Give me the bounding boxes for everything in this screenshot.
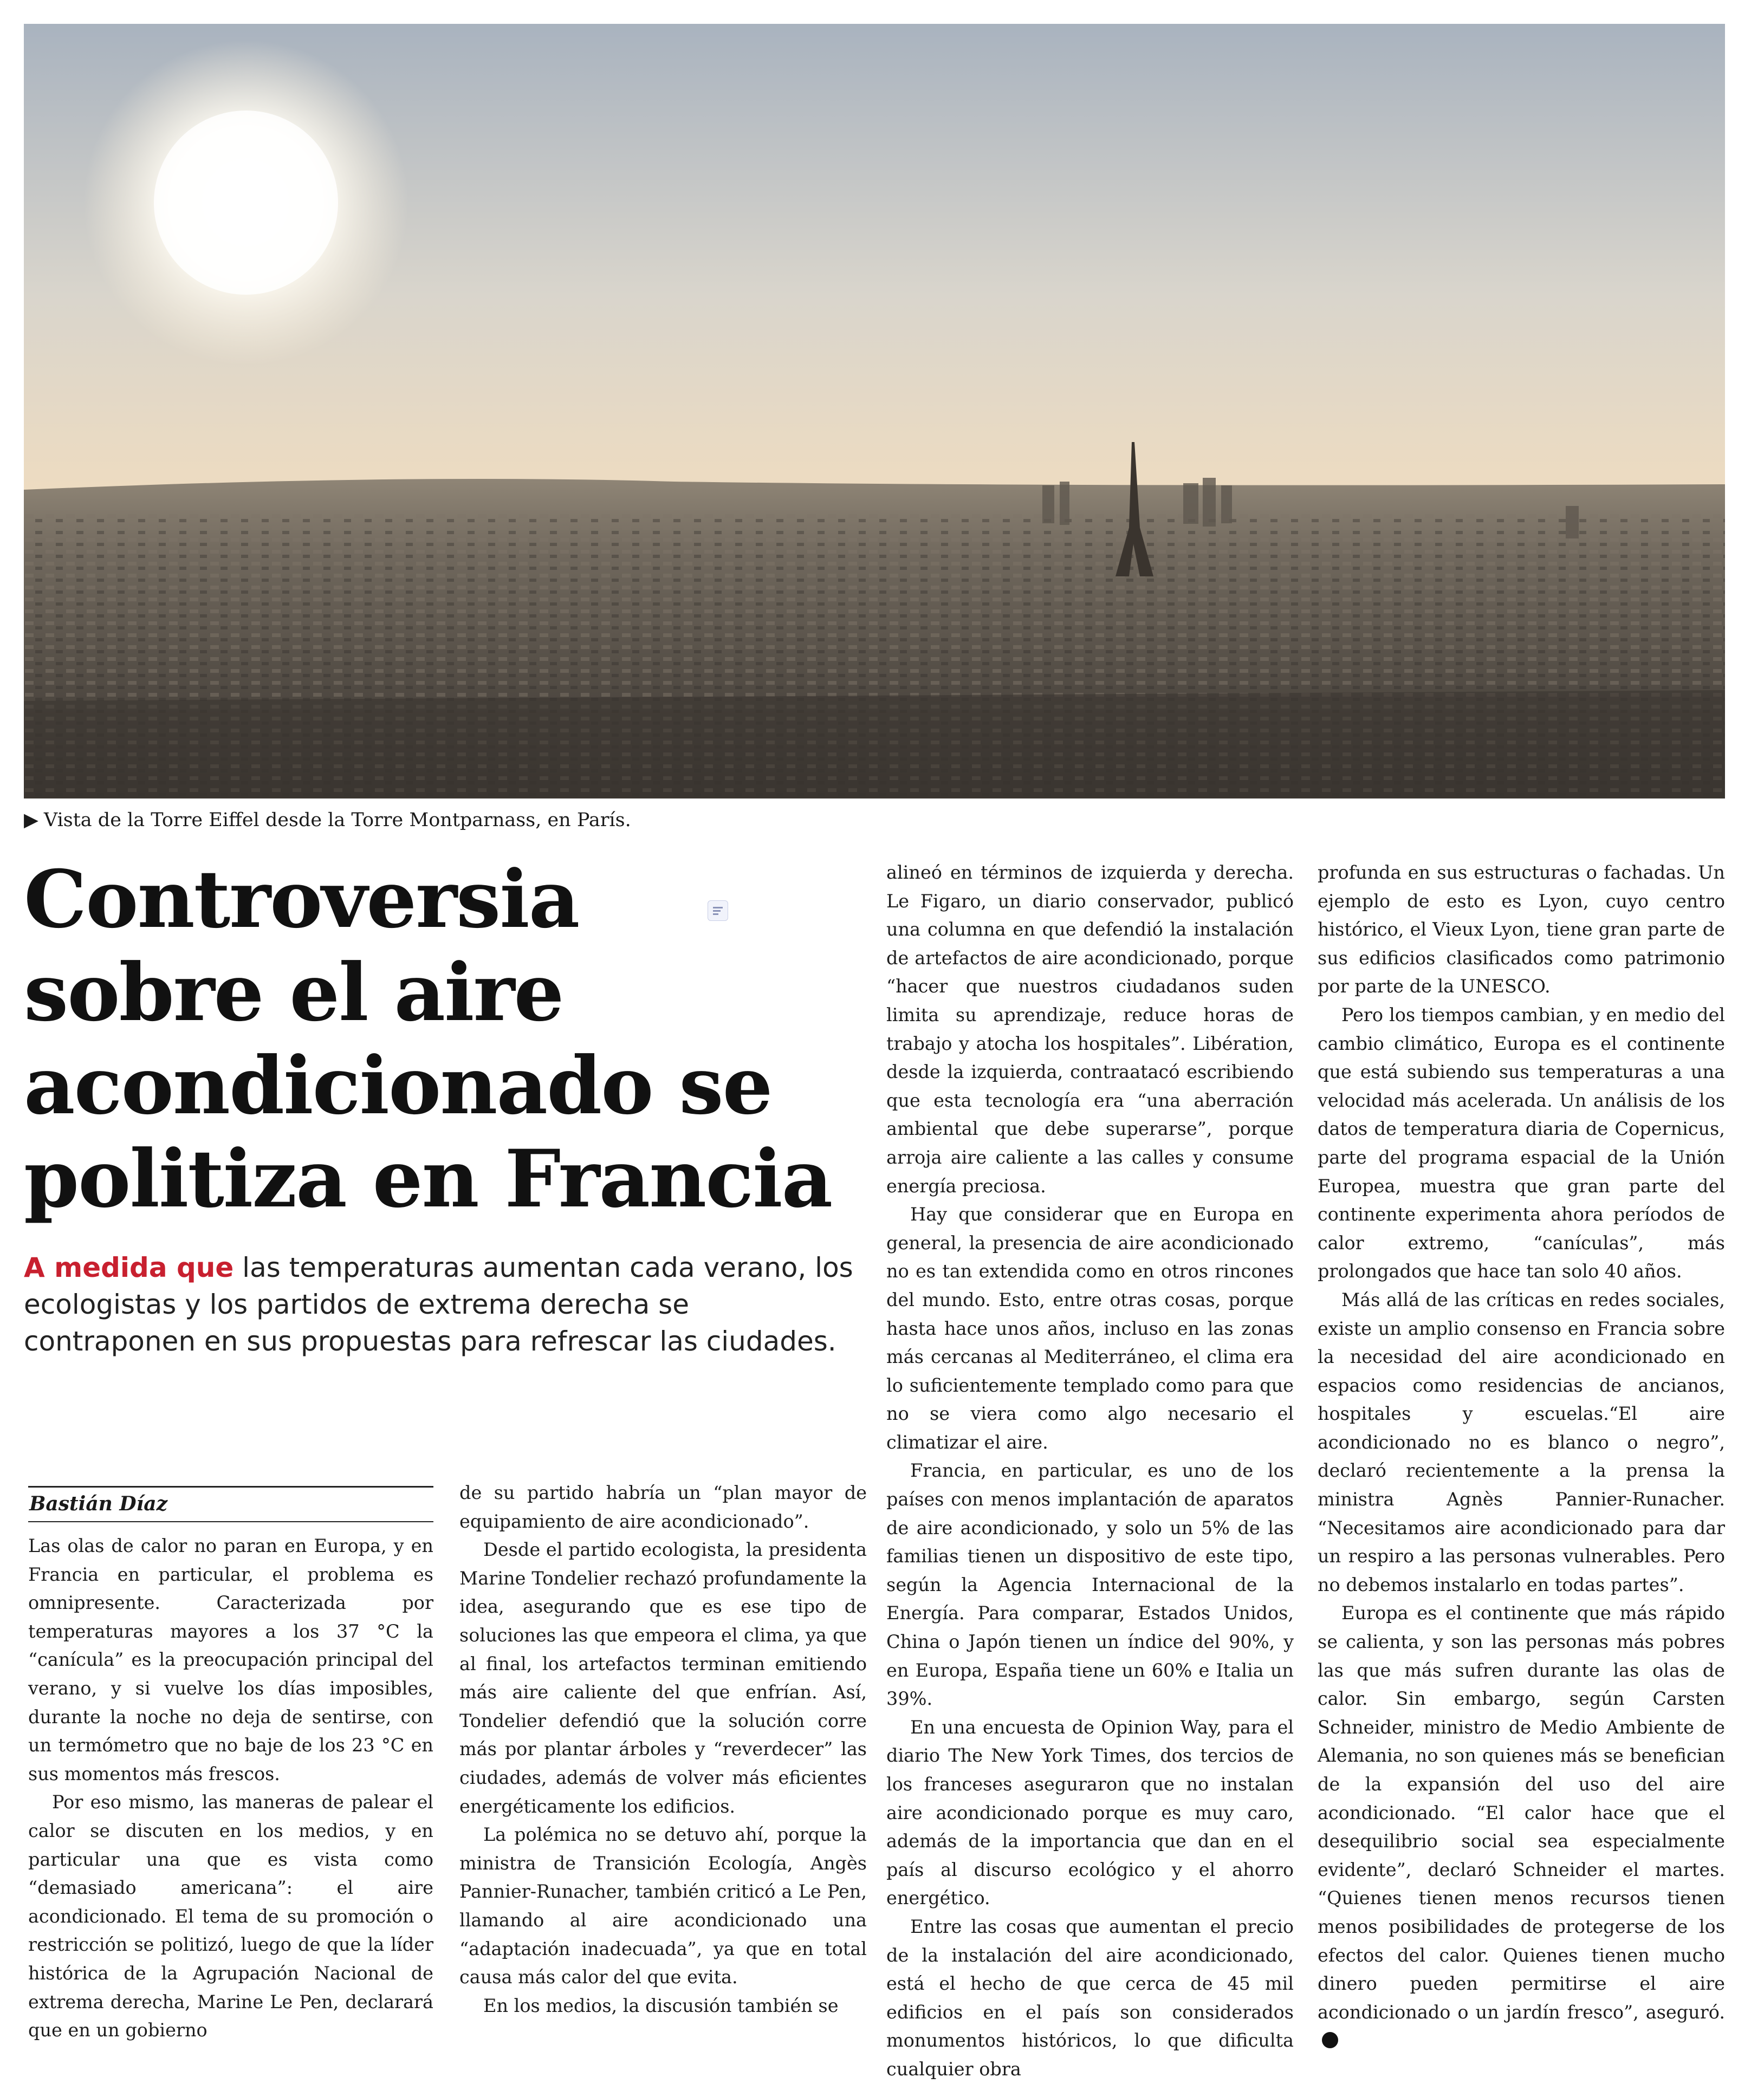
headline-line: Controversia bbox=[24, 853, 579, 946]
body-paragraph: La polémica no se detuvo ahí, porque la ministra de Transición Ecología, Angès Pannier-Runacher, también criticó a Le Pen, llamando al aire acondicionado una “adaptación inadecuada”, ya que en total causa más calor del que evita. bbox=[459, 1824, 867, 1988]
body-paragraph: Más allá de las críticas en redes sociales, existe un amplio consenso en Francia sobre la necesidad del aire acondicionado en espacios como residencias de ancianos, hospitales y escuelas.“El aire acondicionado no es blanco o negro”, declaró recientemente a la prensa la ministra Agnès Pannier-Runacher. “Necesitamos aire acondicionado para dar un respiro a las personas vulnerables. Pero no debemos instalarlo en todas partes”. bbox=[1318, 1289, 1725, 1595]
body-paragraph: profunda en sus estructuras o fachadas. Un ejemplo de esto es Lyon, cuyo centro histórico, el Vieux Lyon, tiene gran parte de sus edificios clasificados como patrimonio por parte de la UNESCO. bbox=[1318, 862, 1725, 997]
end-of-article-dot-icon bbox=[1322, 2032, 1338, 2048]
body-paragraph-text: Europa es el continente que más rápido se calienta, y son las personas más pobres las que más sufren durante las olas de calor. Sin embargo, según Carsten Schneider, ministro de Medio Ambiente de Alemania, no son quienes más se benefician de la expansión del uso del aire acondicionado. “El calor hace que el desequilibrio social sea especialmente evidente”, declaró Schneider el martes. “Quienes tienen menos recursos tienen menos posibilidades de protegerse de los efectos del calor. Quienes tienen mucho dinero pueden permitirse el aire acondicionado o un jardín fresco”, aseguró. bbox=[1318, 1602, 1725, 2023]
body-paragraph: En una encuesta de Opinion Way, para el diario The New York Times, dos tercios de los franceses aseguraron que no instalan aire acondicionado porque es muy caro, además de la importancia que dan en el país al discurso ecológico y el ahorro energético. bbox=[886, 1716, 1294, 1909]
headline-line: acondicionado se bbox=[24, 1040, 772, 1132]
body-paragraph: Hay que considerar que en Europa en general, la presencia de aire acondicionado no es tan extendida como en otros rincones del mundo. Esto, entre otras cosas, porque hasta hace unos años, incluso en las zonas más cercanas al Mediterráneo, el clima era lo suficientemente templado como para que no se viera como algo necesario el climatizar el aire. bbox=[886, 1204, 1294, 1453]
body-paragraph: Las olas de calor no paran en Europa, y en Francia en particular, el problema es omnipresente. Caracterizada por temperaturas mayores a los 37 °C la “canícula” es la preocupación principal del verano, y si vuelve los días imposibles, durante la noche no deja de sentirse, con un termómetro que no baje de los 23 °C en sus momentos más frescos. bbox=[28, 1535, 433, 1784]
headline-line: sobre el aire bbox=[24, 946, 563, 1039]
caption-arrow-icon: ▶ bbox=[24, 809, 38, 831]
byline-rule-bottom bbox=[28, 1521, 433, 1522]
body-paragraph: Pero los tiempos cambian, y en medio del cambio climático, Europa es el continente que está subiendo sus temperaturas a una velocidad más acelerada. Un análisis de los datos de temperatura diaria de Copernicus, parte del programa espacial de la Unión Europea, muestra que gran parte del continente experimenta ahora períodos de calor extremo, “canículas”, más prolongados que hace tan solo 40 años. bbox=[1318, 1004, 1725, 1282]
article-column-4 bbox=[1318, 859, 1725, 2055]
body-paragraph: Entre las cosas que aumentan el precio de la instalación del aire acondicionado, está el hecho de que cerca de 45 mil edificios en el país son considerados monumentos históricos, lo que dificulta cualquier obra bbox=[886, 1916, 1294, 2080]
headline-line: politiza en Francia bbox=[24, 1133, 832, 1225]
article-column-1 bbox=[28, 1532, 433, 2045]
body-paragraph bbox=[1318, 1599, 1725, 2055]
caption-text: Vista de la Torre Eiffel desde la Torre Montparnass, en París. bbox=[43, 809, 631, 831]
deck-lead: A medida que bbox=[24, 1252, 234, 1283]
body-paragraph: En los medios, la discusión también se bbox=[483, 1995, 839, 2016]
body-paragraph: de su partido habría un “plan mayor de equipamiento de aire acondicionado”. bbox=[459, 1482, 867, 1532]
article-column-2 bbox=[459, 1479, 867, 2020]
photo-caption bbox=[24, 807, 999, 833]
article-column-3 bbox=[886, 859, 1294, 2084]
byline: Bastián Díaz bbox=[29, 1492, 168, 1515]
note-icon[interactable] bbox=[708, 900, 728, 921]
body-paragraph: Por eso mismo, las maneras de palear el calor se discuten en los medios, y en particular una que es vista como “demasiado americana”: el aire acondicionado. El tema de su promoción o restricción se politizó, luego de que la líder histórica de la Agrupación Nacional de extrema derecha, Marine Le Pen, declarará que en un gobierno bbox=[28, 1791, 433, 2041]
paris-skyline-photo bbox=[24, 24, 1725, 798]
byline-rule-top bbox=[28, 1486, 433, 1488]
headline bbox=[24, 853, 869, 1226]
body-paragraph: Desde el partido ecologista, la presidenta Marine Tondelier rechazó profundamente la idea, asegurando que es ese tipo de soluciones las que empeora el clima, ya que al final, los artefactos terminan emitiendo más aire caliente del que enfrían. Así, Tondelier defendió que la solución corre más por plantar árboles y “reverdecer” las ciudades, además de volver más eficientes energéticamente los edificios. bbox=[459, 1539, 867, 1817]
body-paragraph: Francia, en particular, es uno de los países con menos implantación de aparatos de aire acondicionado, y solo un 5% de las familias tienen un dispositivo de este tipo, según la Agencia Internacional de la Energía. Para comparar, Estados Unidos, China o Japón tienen un índice del 90%, y en Europa, España tiene un 60% e Italia un 39%. bbox=[886, 1460, 1294, 1710]
article-deck bbox=[24, 1249, 869, 1360]
body-paragraph: alineó en términos de izquierda y derecha. Le Figaro, un diario conservador, publicó una columna en que defendió la instalación de artefactos de aire acondicionado, porque “hacer que nuestros ciudadanos suden limita su aprendizaje, reduce horas de trabajo y atocha los hospitales”. Libération, desde la izquierda, contraatacó escribiendo que esta tecnología era “una aberración ambiental que debe superarse”, porque arroja aire caliente a las calles y consume energía preciosa. bbox=[886, 862, 1294, 1197]
deck-text: las temperaturas aumentan cada verano, los ecologistas y los partidos de extrema derecha se contraponen en sus propuestas para refrescar las ciudades. bbox=[24, 1252, 853, 1357]
